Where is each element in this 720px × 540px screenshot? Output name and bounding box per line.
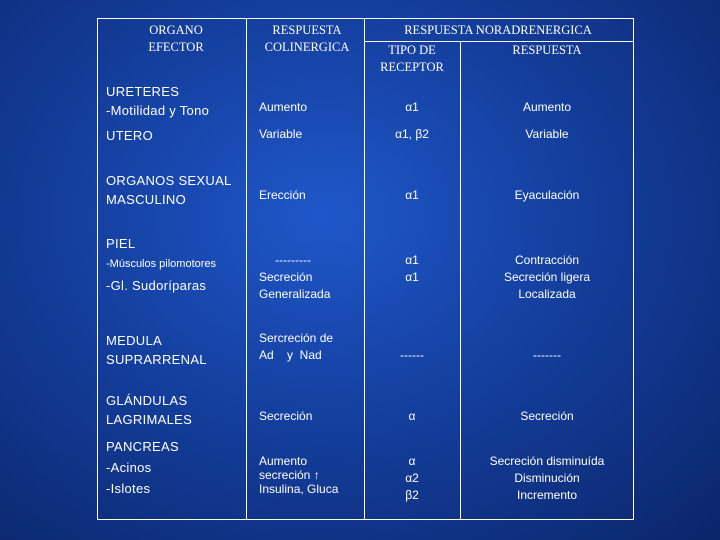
organ-ureteres (106, 82, 209, 120)
cell-text: Generalizada (259, 287, 331, 301)
colinergica-ureteres: Aumento (259, 100, 308, 114)
header-text: RESPUESTA (272, 23, 342, 37)
respuesta-ureteres: Aumento (522, 100, 572, 114)
cell-text: α1 (405, 270, 419, 284)
cell-text: Incremento (516, 488, 578, 502)
cell-text: Localizada (518, 287, 576, 301)
respuesta-glandulas: Secreción (520, 409, 574, 423)
organ-medula (106, 331, 207, 369)
organ-utero: UTERO (106, 128, 153, 143)
organ-detail: -Islotes (106, 481, 151, 496)
receptor-pancreas (364, 453, 460, 504)
organ-piel: PIEL (106, 236, 136, 251)
organ-name: MEDULA (106, 333, 162, 348)
header-respuesta: RESPUESTA (512, 43, 582, 57)
respuesta-medula: ------- (533, 348, 561, 362)
colinergica-piel (259, 252, 330, 303)
receptor-piel (364, 252, 460, 286)
cell-text: β2 (405, 488, 419, 502)
colinergica-utero: Variable (259, 127, 303, 141)
header-text: COLINERGICA (264, 40, 350, 54)
column-divider (246, 19, 247, 519)
header-tipo-receptor (364, 42, 460, 76)
header-respuesta-colinergica (248, 22, 366, 56)
respuesta-piel (460, 252, 634, 303)
receptor-utero: α1, β2 (395, 127, 429, 141)
colinergica-medula (259, 330, 333, 364)
organ-glandulas (106, 391, 192, 429)
header-text: RECEPTOR (380, 60, 444, 74)
organ-name: LAGRIMALES (106, 412, 193, 427)
cell-text: Secreción (259, 270, 313, 284)
receptor-sexual: α1 (405, 188, 419, 202)
cell-text: --------- (275, 253, 311, 267)
respuesta-pancreas (460, 453, 634, 504)
header-text: EFECTOR (148, 40, 204, 54)
organ-detail-pilomotores: -Músculos pilomotores (106, 258, 217, 270)
colinergica-pancreas (259, 454, 338, 496)
cell-text: Contracción (514, 253, 580, 267)
header-text: ORGANO (149, 23, 203, 37)
colinergica-sexual: Erección (259, 188, 306, 202)
cell-text: α (408, 454, 416, 468)
organ-name: ORGANOS SEXUAL (106, 173, 232, 188)
organ-name: PANCREAS (106, 439, 179, 454)
organ-name: SUPRARRENAL (106, 352, 207, 367)
cell-text: Secreción ligera (503, 270, 591, 284)
cell-text: secreción ↑ (259, 468, 320, 482)
cell-text: Insulina, Gluca (259, 482, 339, 496)
organ-detail-sudoriparas: -Gl. Sudoríparas (106, 278, 207, 293)
organ-name: MASCULINO (106, 192, 186, 207)
cell-text: Sercreción de (259, 331, 334, 345)
organ-detail: -Motilidad y Tono (106, 103, 210, 118)
organ-name: GLÁNDULAS (106, 393, 188, 408)
cell-text: Aumento (259, 454, 308, 468)
organ-name: URETERES (106, 84, 180, 99)
colinergica-glandulas: Secreción (259, 409, 313, 423)
organ-pancreas (106, 436, 179, 499)
respuesta-utero: Variable (525, 127, 569, 141)
cell-text: Secreción disminuída (489, 454, 605, 468)
receptor-glandulas: α (408, 409, 416, 423)
respuesta-sexual: Eyaculación (514, 188, 580, 202)
cell-text: Disminución (514, 471, 580, 485)
header-respuesta-noradrenergica: RESPUESTA NORADRENERGICA (404, 23, 592, 37)
organ-detail: -Acinos (106, 460, 152, 475)
header-organo-efector (122, 22, 230, 56)
receptor-ureteres: α1 (405, 100, 419, 114)
cell-text: α2 (405, 471, 419, 485)
cell-text: Ad y Nad (259, 348, 322, 362)
organ-sexual (106, 171, 232, 209)
header-text: TIPO DE (388, 43, 436, 57)
receptor-medula: ------ (400, 348, 424, 362)
cell-text: α1 (405, 253, 419, 267)
